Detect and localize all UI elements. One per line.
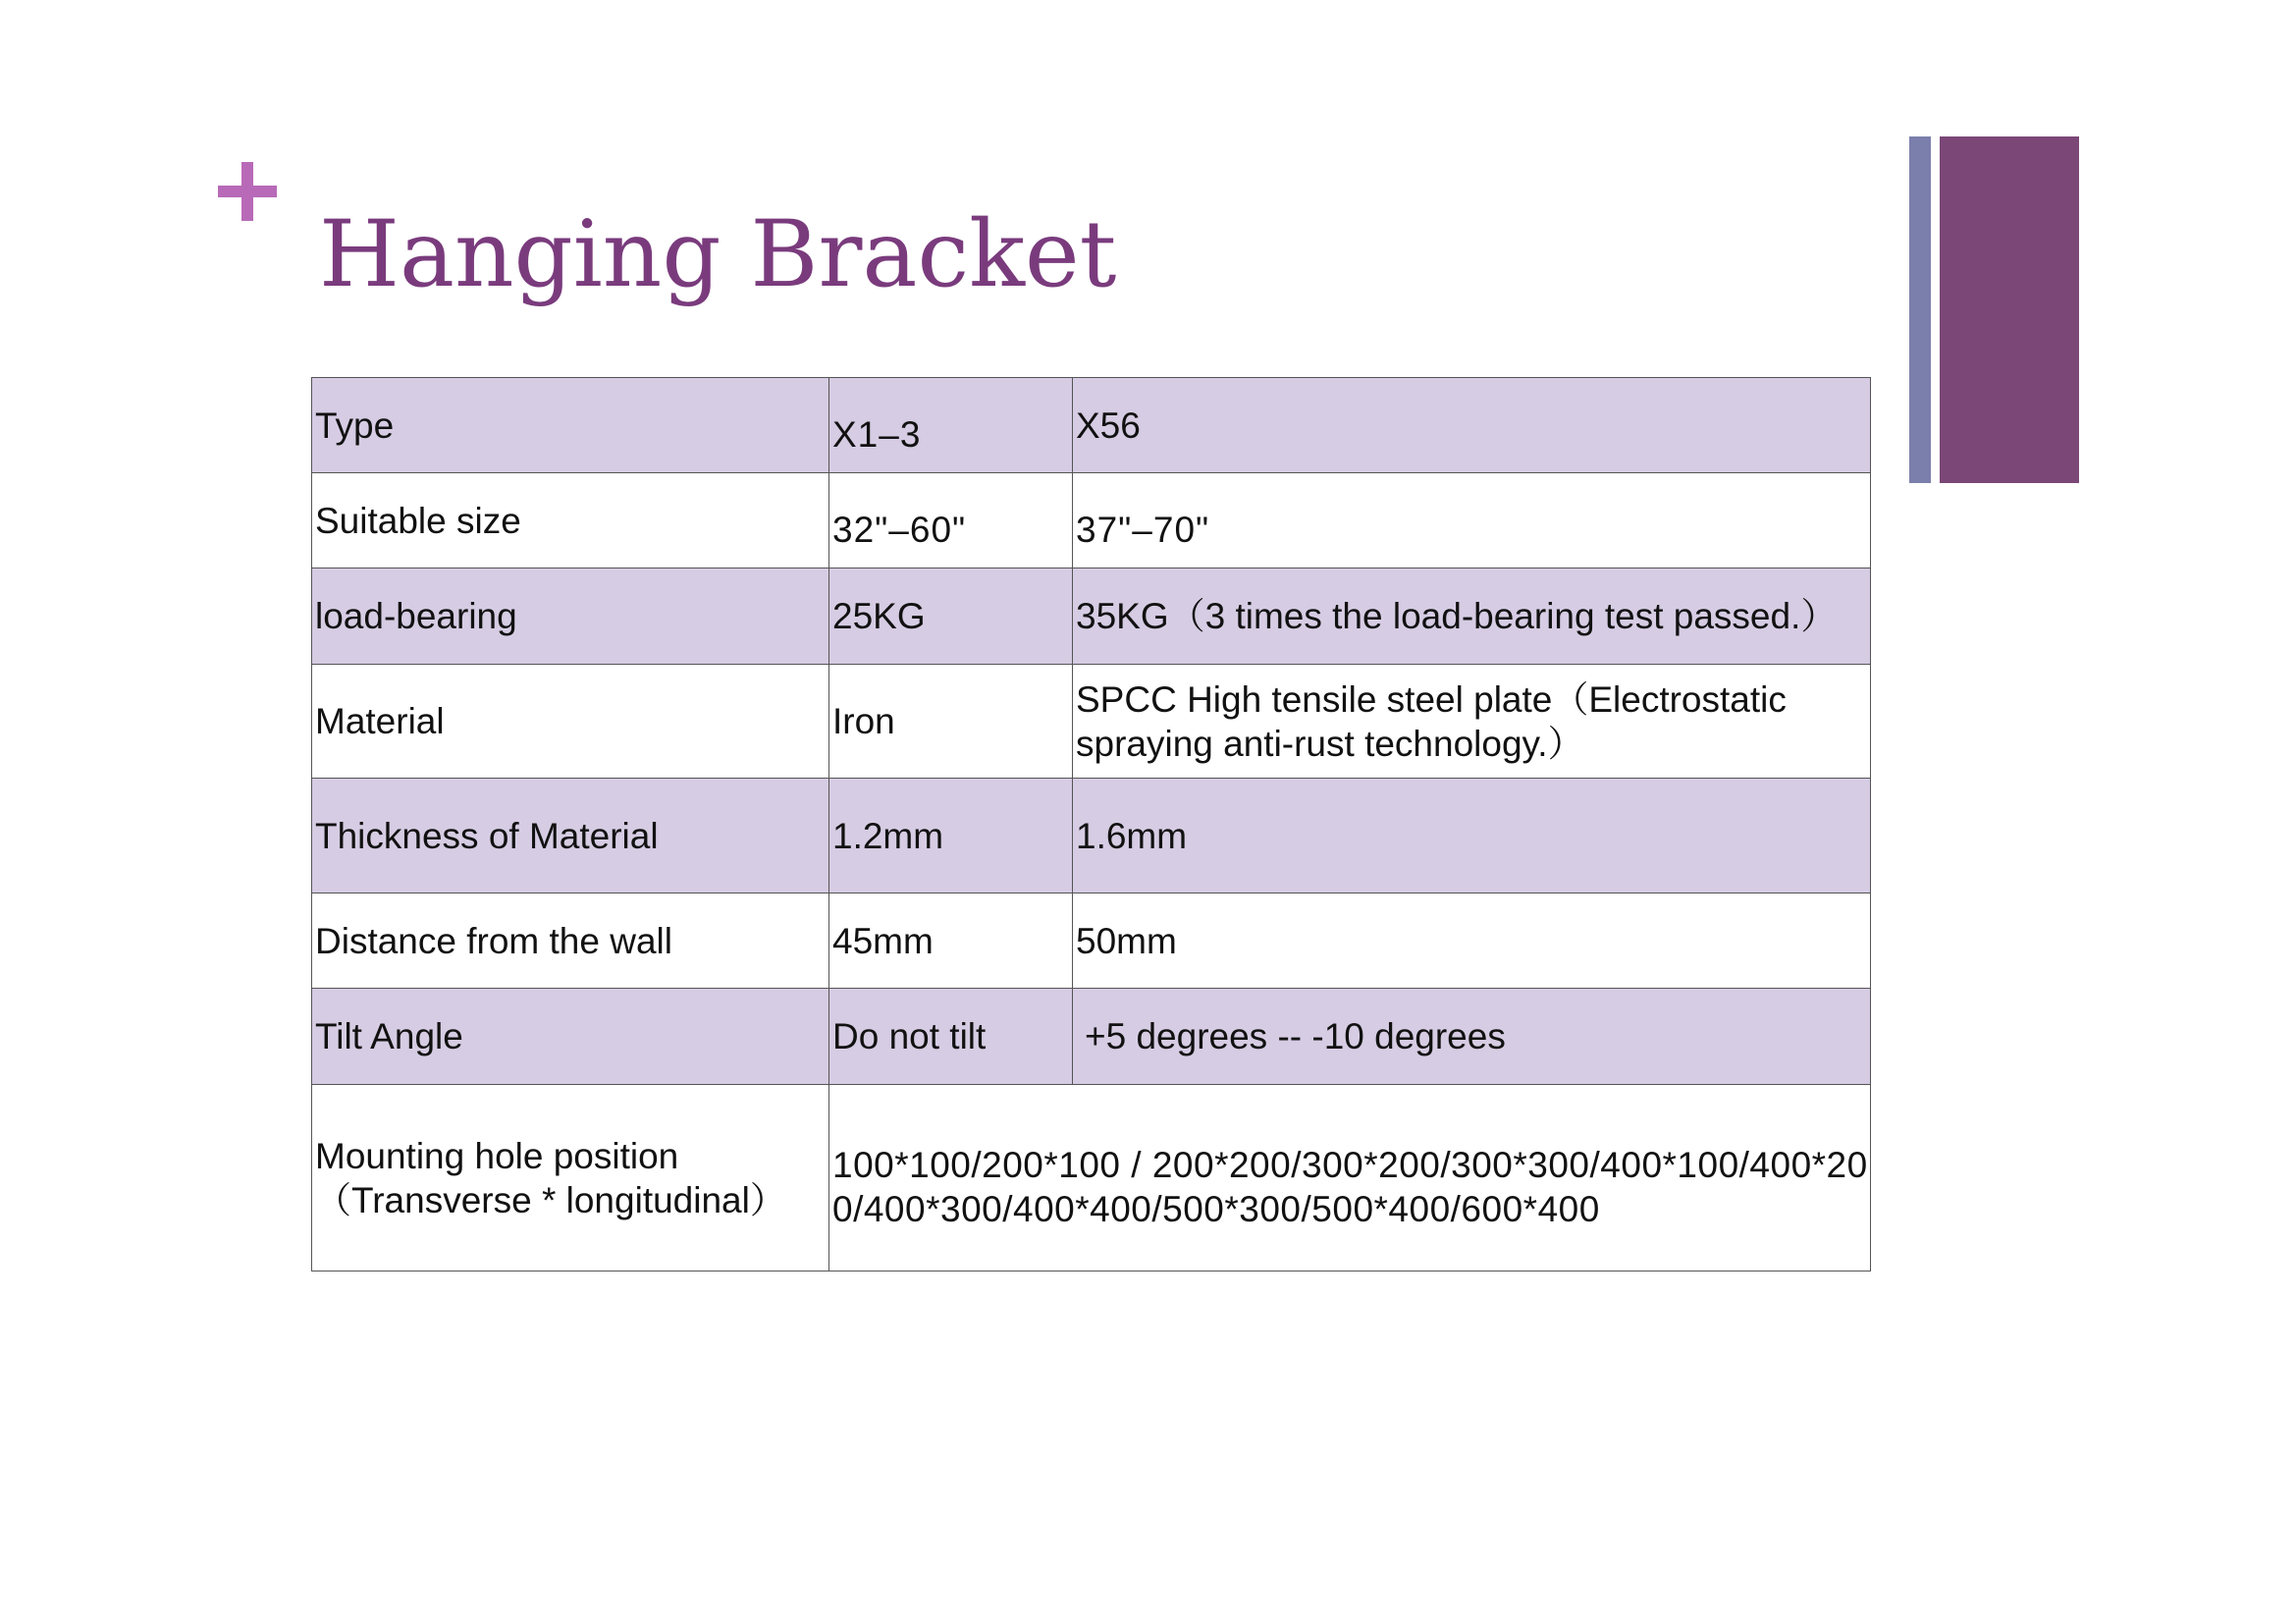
row-label: Mounting hole position（Transverse * longitudinal） (312, 1085, 829, 1271)
cell-x13: Iron (829, 665, 1073, 779)
cell-x56: 50mm (1073, 893, 1871, 989)
spec-table (311, 377, 1871, 1271)
row-label: load-bearing (312, 568, 829, 665)
row-label: Distance from the wall (312, 893, 829, 989)
cell-x56: 37"–70" (1073, 473, 1871, 568)
table-row (312, 568, 1871, 665)
row-label: Tilt Angle (312, 989, 829, 1085)
plus-icon (218, 162, 277, 221)
cell-x56: X56 (1073, 378, 1871, 473)
cell-x13: 45mm (829, 893, 1073, 989)
table-row (312, 1085, 1871, 1271)
row-label: Thickness of Material (312, 779, 829, 893)
table-row (312, 378, 1871, 473)
slide-title: Hanging Bracket (319, 201, 1117, 308)
decorative-bar-thick (1940, 136, 2079, 483)
decorative-bar-thin (1909, 136, 1931, 483)
table-row (312, 779, 1871, 893)
cell-x13: X1–3 (829, 378, 1073, 473)
cell-x13: 1.2mm (829, 779, 1073, 893)
cell-x13: Do not tilt (829, 989, 1073, 1085)
table-row (312, 665, 1871, 779)
cell-x13: 25KG (829, 568, 1073, 665)
cell-x13: 32"–60" (829, 473, 1073, 568)
table-row (312, 989, 1871, 1085)
cell-x56: +5 degrees -- -10 degrees (1073, 989, 1871, 1085)
table-row (312, 893, 1871, 989)
table-row (312, 473, 1871, 568)
cell-x56: 1.6mm (1073, 779, 1871, 893)
row-label: Suitable size (312, 473, 829, 568)
row-label: Material (312, 665, 829, 779)
row-label: Type (312, 378, 829, 473)
cell-x56: 35KG（3 times the load-bearing test passed.） (1073, 568, 1871, 665)
cell-x56: SPCC High tensile steel plate（Electrostatic spraying anti-rust technology.） (1073, 665, 1871, 779)
cell-mounting-holes: 100*100/200*100 / 200*200/300*200/300*300/400*100/400*200/400*300/400*400/500*300/500*400/600*400 (829, 1085, 1871, 1271)
